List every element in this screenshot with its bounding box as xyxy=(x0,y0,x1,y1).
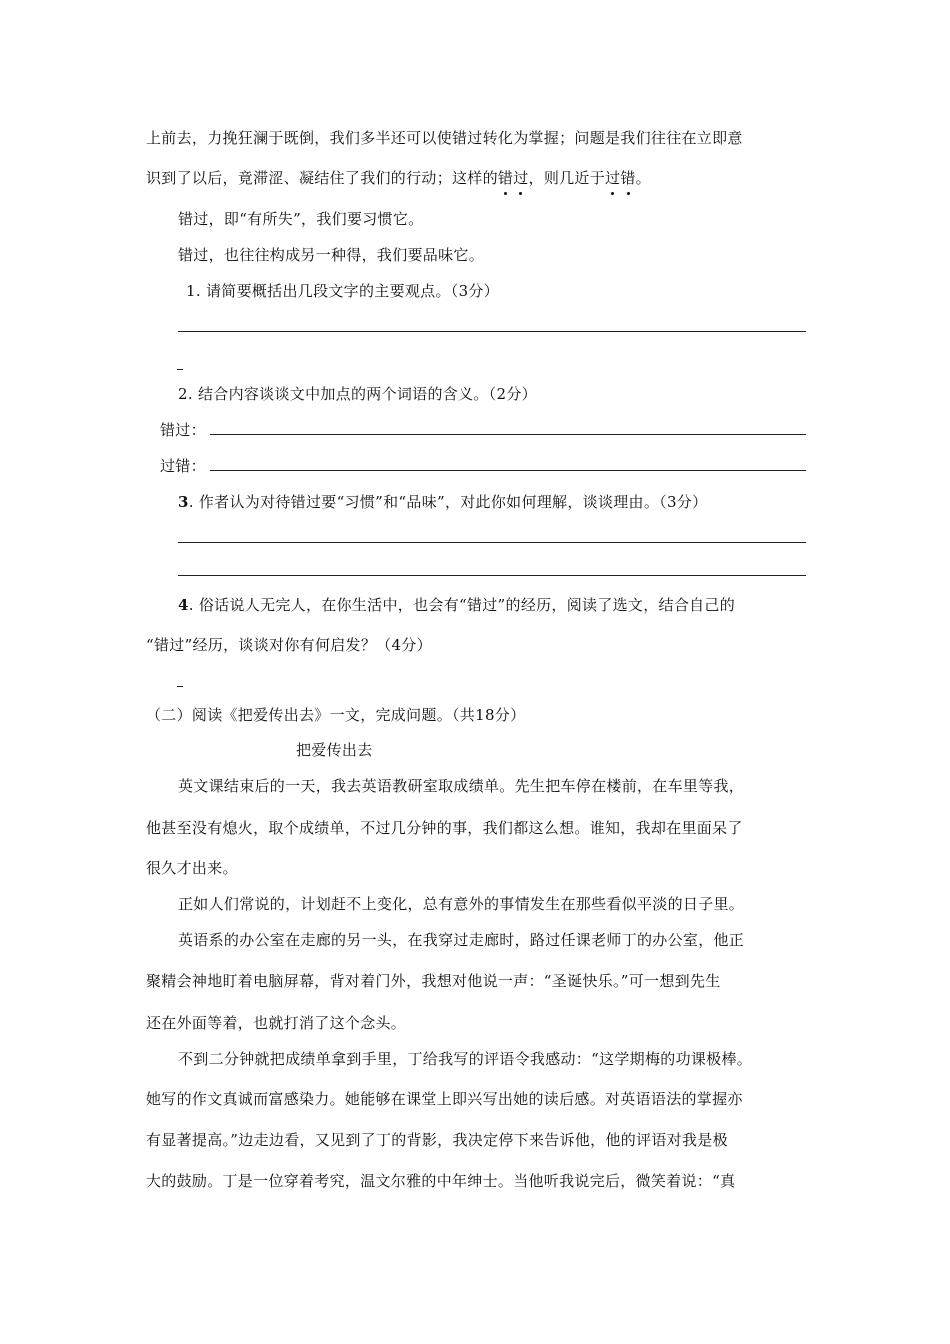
passage-paragraph: 错过，也往往构成另一种得，我们要品味它。 xyxy=(178,246,485,264)
answer-label: 过错： xyxy=(160,457,206,475)
article-line: 很久才出来。 xyxy=(146,859,238,877)
answer-line[interactable] xyxy=(210,470,806,471)
article-line: 英语系的办公室在走廊的另一头，在我穿过走廊时，路过任课老师丁的办公室，他正 xyxy=(178,931,745,949)
question-1: 1. 请简要概括出几段文字的主要观点。（3分） xyxy=(186,282,500,300)
article-line: 聚精会神地盯着电脑屏幕，背对着门外，我想对他说一声：“圣诞快乐。”可一想到先生 xyxy=(146,972,721,990)
article-line: 不到二分钟就把成绩单拿到手里，丁给我写的评语令我感动：“这学期梅的功课极棒。 xyxy=(178,1050,753,1068)
article-line: 正如人们常说的，计划赶不上变化，总有意外的事情发生在那些看似平淡的日子里。 xyxy=(178,895,745,913)
answer-label: 错过： xyxy=(160,421,206,439)
answer-line[interactable] xyxy=(178,575,806,576)
article-line: 英文课结束后的一天，我去英语教研室取成绩单。先生把车停在楼前，在车里等我， xyxy=(178,777,745,795)
dotted-char: 错 xyxy=(620,169,636,187)
dotted-char: 过 xyxy=(605,169,621,187)
article-title: 把爱传出去 xyxy=(296,741,373,759)
article-line: 他甚至没有熄火，取个成绩单，不过几分钟的事，我们都这么想。谁知，我却在里面呆了 xyxy=(146,819,743,837)
passage-line: 上前去，力挽狂澜于既倒，我们多半还可以使错过转化为掌握；问题是我们往往在立即意 xyxy=(146,129,743,147)
article-line: 有显著提高。”边走边看，又见到了丁的背影，我决定停下来告诉他，他的评语对我是极 xyxy=(146,1131,728,1149)
article-line: 她写的作文真诚而富感染力。她能够在课堂上即兴写出她的读后感。对英语语法的掌握亦 xyxy=(146,1090,743,1108)
dotted-char: 过 xyxy=(513,169,529,187)
question-3: 3. 作者认为对待错过要“习惯”和“品味”，对此你如何理解，谈谈理由。（3分） xyxy=(178,493,708,511)
answer-line-stub xyxy=(177,369,183,370)
question-4: 4. 俗话说人无完人，在你生活中，也会有“错过”的经历，阅读了选文，结合自己的 xyxy=(178,596,736,614)
answer-line[interactable] xyxy=(210,434,806,435)
question-4-continued: “错过”经历，谈谈对你有何启发？（4分） xyxy=(146,636,432,654)
article-line: 还在外面等着，也就打消了这个念头。 xyxy=(146,1014,407,1032)
question-2: 2. 结合内容谈谈文中加点的两个词语的含义。（2分） xyxy=(178,385,537,403)
answer-line[interactable] xyxy=(178,331,806,332)
section-heading: （二）阅读《把爱传出去》一文，完成问题。（共18分） xyxy=(146,706,526,724)
article-line: 大的鼓励。丁是一位穿着考究，温文尔雅的中年绅士。当他听我说完后，微笑着说：“真 xyxy=(146,1172,736,1190)
dotted-char: 错 xyxy=(497,169,514,187)
answer-line-stub xyxy=(177,686,183,687)
answer-line[interactable] xyxy=(178,542,806,543)
passage-paragraph: 错过，即“有所失”，我们要习惯它。 xyxy=(178,210,424,228)
passage-line-with-dotted-words: 识到了以后，竟滞涩、凝结住了我们的行动；这样的错过，则几近于过错。 xyxy=(146,169,651,187)
